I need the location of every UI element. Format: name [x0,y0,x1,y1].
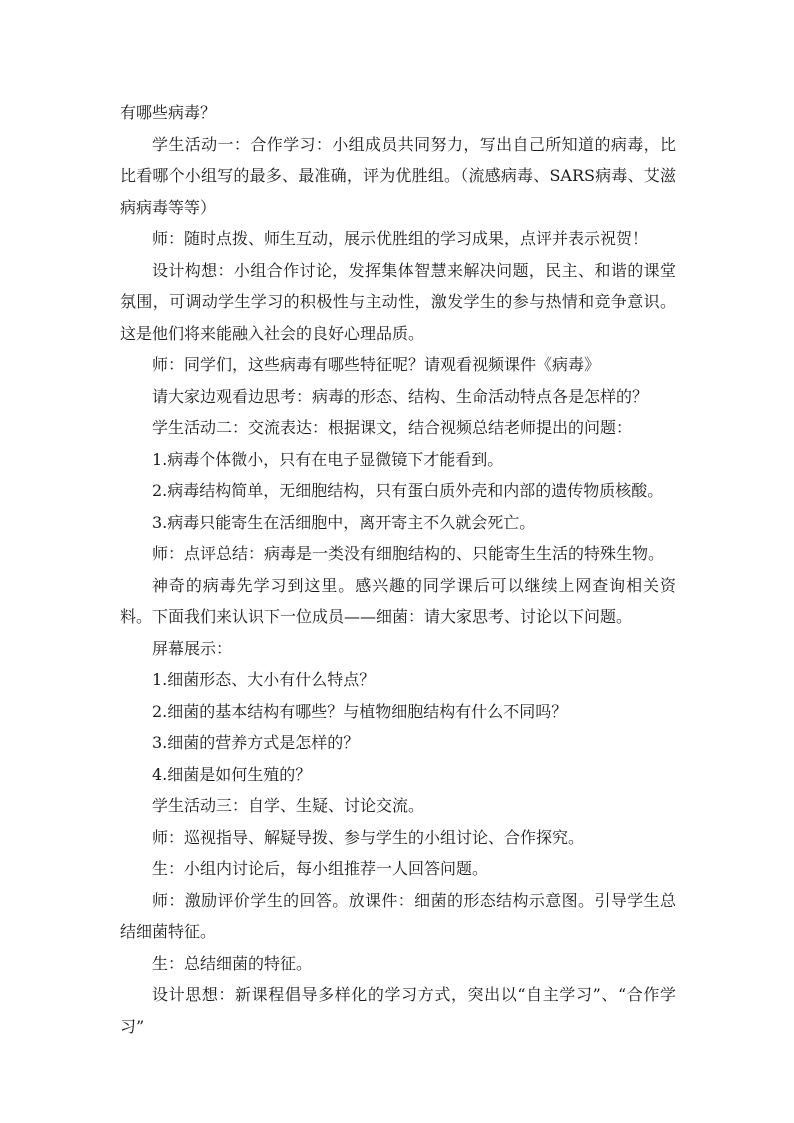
paragraph-5: 请大家边观看边思考：病毒的形态、结构、生命活动特点各是怎样的？ [152,386,649,406]
paragraph-22: 设计思想：新课程倡导多样化的学习方式，突出以“自主学习”、“合作学习” [120,985,676,1036]
paragraph-19: 生：小组内讨论后，每小组推荐一人回答问题。 [152,859,489,878]
paragraph-11: 神奇的病毒先学习到这里。感兴趣的同学课后可以继续上网查询相关资料。下面我们来认识下一位成员——细菌：请大家思考、讨论以下问题。 [120,575,676,626]
paragraph-14: 2.细菌的基本结构有哪些？与植物细胞结构有什么不同吗？ [152,701,568,721]
paragraph-12: 屏幕展示： [152,638,233,658]
paragraph-10: 师：点评总结：病毒是一类没有细胞结构的、只能寄生生活的特殊生物。 [152,544,665,563]
paragraph-18: 师：巡视指导、解疑导拨、参与学生的小组讨论、合作探究。 [152,827,585,847]
paragraph-9: 3.病毒只能寄生在活细胞中，离开寄主不久就会死亡。 [152,512,536,532]
paragraph-2: 师：随时点拨、师生互动，展示优胜组的学习成果，点评并表示祝贺！ [152,229,649,248]
paragraph-16: 4.细菌是如何生殖的？ [152,764,312,784]
document-page [120,97,676,1042]
paragraph-17: 学生活动三：自学、生疑、讨论交流。 [152,796,425,815]
paragraph-4: 师：同学们，这些病毒有哪些特征呢？请观看视频课件《病毒》 [152,355,601,374]
paragraph-3: 设计构想：小组合作讨论，发挥集体智慧来解决问题，民主、和谐的课堂氛围，可调动学生学习的积极性与主动性，激发学生的参与热情和竞争意识。这是他们将来能融入社会的良好心理品质。 [120,260,676,343]
paragraph-8: 2.病毒结构简单，无细胞结构，只有蛋白质外壳和内部的遗传物质核酸。 [152,481,664,500]
paragraph-13: 1.细菌形态、大小有什么特点？ [152,670,376,689]
paragraph-21: 生：总结细菌的特征。 [152,953,313,973]
paragraph-7: 1.病毒个体微小，只有在电子显微镜下才能看到。 [152,449,504,469]
paragraph-1: 学生活动一：合作学习：小组成员共同努力，写出自己所知道的病毒，比比看哪个小组写的最多、最准确，评为优胜组。（流感病毒、SARS病毒、艾滋病病毒等等） [120,134,676,217]
paragraph-20: 师：激励评价学生的回答。放课件：细菌的形态结构示意图。引导学生总结细菌特征。 [120,890,676,941]
paragraph-0: 有哪些病毒？ [120,103,217,122]
paragraph-6: 学生活动二：交流表达：根据课文，结合视频总结老师提出的问题： [152,418,633,437]
paragraph-15: 3.细菌的营养方式是怎样的？ [152,733,360,752]
